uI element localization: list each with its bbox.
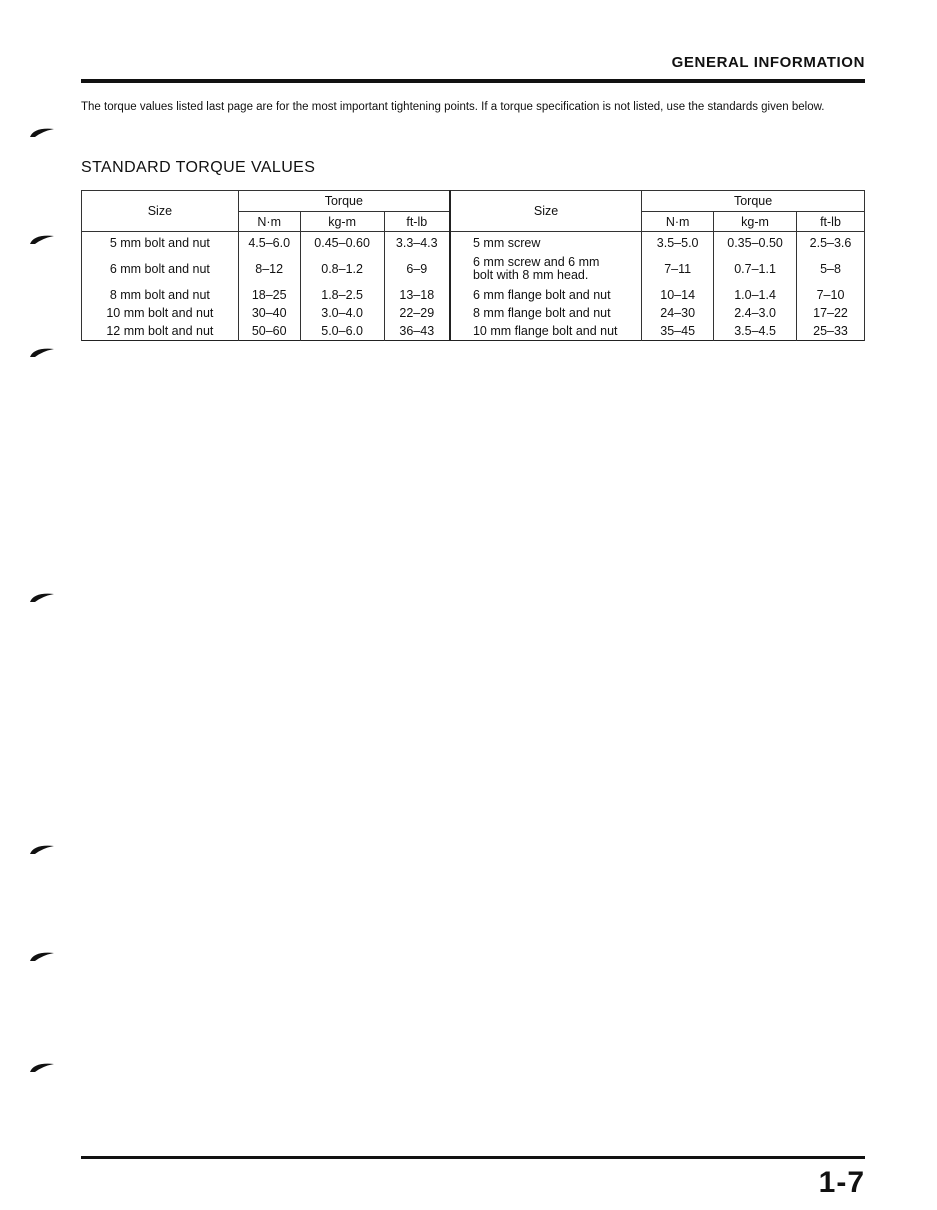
nm-cell: 24–30 [642, 304, 714, 322]
ftlb-cell: 13–18 [384, 286, 450, 304]
size-cell: 6 mm bolt and nut [82, 252, 239, 286]
nm-cell: 4.5–6.0 [238, 232, 300, 253]
unit-ftlb-header: ft-lb [797, 212, 865, 232]
size-cell: 8 mm flange bolt and nut [450, 304, 642, 322]
ftlb-cell: 2.5–3.6 [797, 232, 865, 253]
binding-mark-icon [29, 346, 55, 358]
table-row [82, 322, 865, 341]
section-header: GENERAL INFORMATION [671, 54, 865, 71]
page-number: 1-7 [818, 1166, 865, 1199]
kgm-cell: 2.4–3.0 [714, 304, 797, 322]
nm-cell: 8–12 [238, 252, 300, 286]
table-row [82, 304, 865, 322]
size-header: Size [450, 191, 642, 232]
binding-mark-icon [29, 233, 55, 245]
kgm-cell: 3.5–4.5 [714, 322, 797, 341]
kgm-cell: 0.35–0.50 [714, 232, 797, 253]
intro-paragraph: The torque values listed last page are for the most important tightening points. If a torque specification is not listed, use the standards given below. [81, 101, 825, 113]
table-header-row [82, 191, 865, 212]
size-cell: 5 mm bolt and nut [82, 232, 239, 253]
kgm-cell: 0.7–1.1 [714, 252, 797, 286]
ftlb-cell: 25–33 [797, 322, 865, 341]
size-cell: 12 mm bolt and nut [82, 322, 239, 341]
ftlb-cell: 3.3–4.3 [384, 232, 450, 253]
size-cell [450, 252, 642, 286]
section-title: STANDARD TORQUE VALUES [81, 159, 316, 176]
kgm-cell: 5.0–6.0 [300, 322, 384, 341]
table-row [82, 252, 865, 286]
torque-header: Torque [238, 191, 450, 212]
kgm-cell: 0.45–0.60 [300, 232, 384, 253]
binding-mark-icon [29, 950, 55, 962]
torque-header: Torque [642, 191, 865, 212]
size-header: Size [82, 191, 239, 232]
ftlb-cell: 6–9 [384, 252, 450, 286]
ftlb-cell: 7–10 [797, 286, 865, 304]
nm-cell: 35–45 [642, 322, 714, 341]
size-cell: 10 mm bolt and nut [82, 304, 239, 322]
kgm-cell: 0.8–1.2 [300, 252, 384, 286]
kgm-cell: 1.8–2.5 [300, 286, 384, 304]
nm-cell: 30–40 [238, 304, 300, 322]
nm-cell: 3.5–5.0 [642, 232, 714, 253]
ftlb-cell: 36–43 [384, 322, 450, 341]
kgm-cell: 3.0–4.0 [300, 304, 384, 322]
nm-cell: 50–60 [238, 322, 300, 341]
unit-nm-header: N·m [238, 212, 300, 232]
kgm-cell: 1.0–1.4 [714, 286, 797, 304]
nm-cell: 7–11 [642, 252, 714, 286]
size-line: 6 mm screw and 6 mm [472, 255, 600, 269]
footer-rule [81, 1156, 865, 1159]
ftlb-cell: 22–29 [384, 304, 450, 322]
header-rule [81, 79, 865, 83]
size-cell: 5 mm screw [450, 232, 642, 253]
nm-cell: 10–14 [642, 286, 714, 304]
unit-nm-header: N·m [642, 212, 714, 232]
size-cell: 10 mm flange bolt and nut [450, 322, 642, 341]
size-line: bolt with 8 mm head. [472, 268, 589, 282]
ftlb-cell: 17–22 [797, 304, 865, 322]
size-cell: 8 mm bolt and nut [82, 286, 239, 304]
size-cell: 6 mm flange bolt and nut [450, 286, 642, 304]
nm-cell: 18–25 [238, 286, 300, 304]
standard-torque-table [81, 190, 865, 341]
table-row [82, 232, 865, 253]
unit-kgm-header: kg-m [300, 212, 384, 232]
binding-mark-icon [29, 843, 55, 855]
binding-mark-icon [29, 1061, 55, 1073]
table-row [82, 286, 865, 304]
binding-mark-icon [29, 126, 55, 138]
unit-kgm-header: kg-m [714, 212, 797, 232]
unit-ftlb-header: ft-lb [384, 212, 450, 232]
binding-mark-icon [29, 591, 55, 603]
ftlb-cell: 5–8 [797, 252, 865, 286]
